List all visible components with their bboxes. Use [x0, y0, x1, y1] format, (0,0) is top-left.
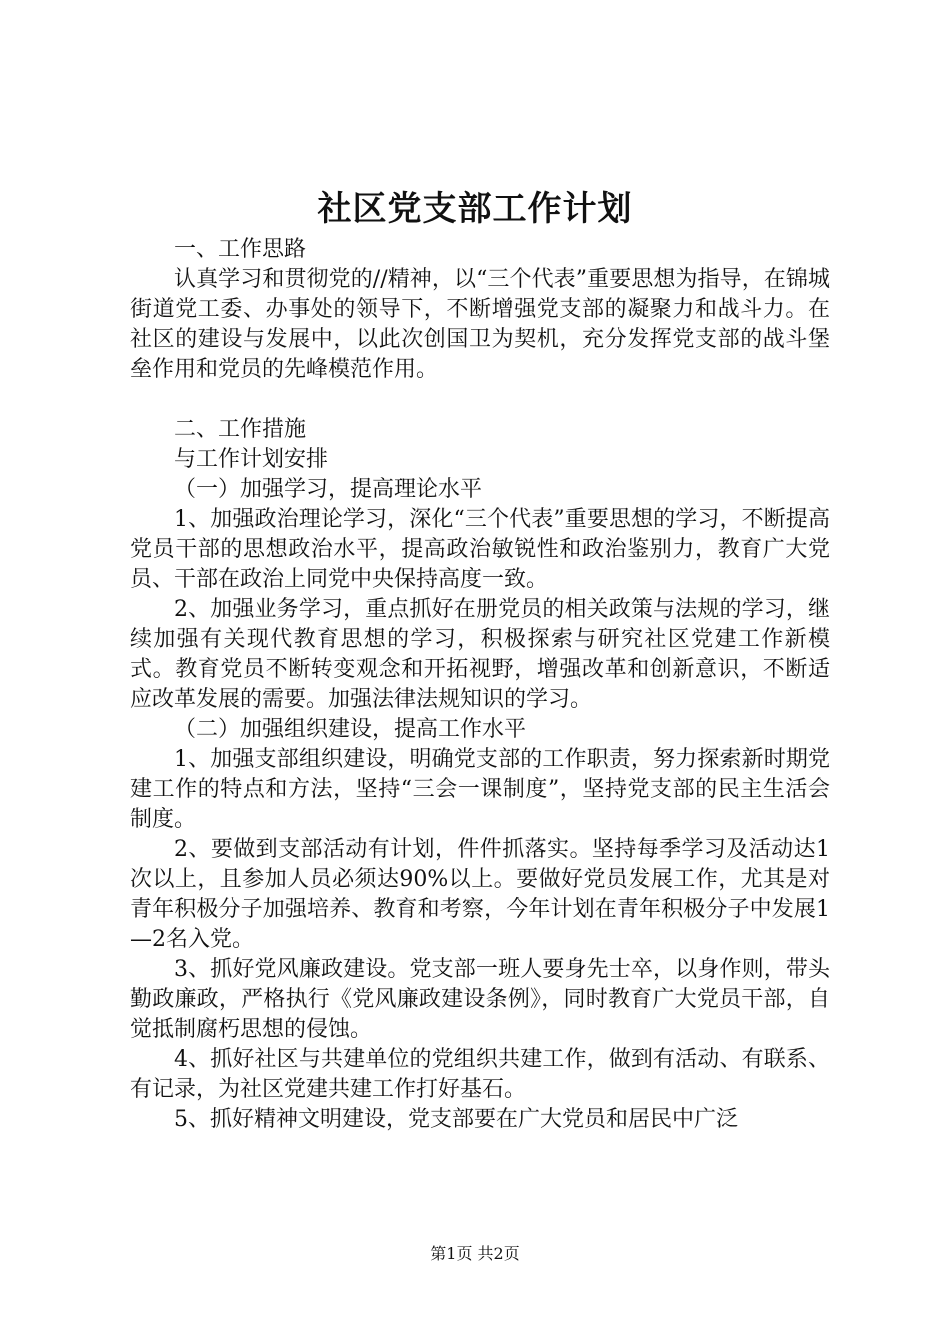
paragraph: 2、加强业务学习，重点抓好在册党员的相关政策与法规的学习，继续加强有关现代教育思想的学习，积极探索与研究社区党建工作新模式。教育党员不断转变观念和开拓视野，增强改革和创新意识，不断适应改革发展的需要。加强法律法规知识的学习。 [130, 597, 830, 712]
paragraph: 2、要做到支部活动有计划，件件抓落实。坚持每季学习及活动达1次以上，且参加人员必须达90%以上。要做好党员发展工作，尤其是对青年积极分子加强培养、教育和考察，今年计划在青年积极分子中发展1—2名入党。 [130, 837, 830, 952]
section-heading: 与工作计划安排 [174, 447, 329, 472]
document-body [130, 235, 830, 1135]
paragraph: 3、抓好党风廉政建设。党支部一班人要身先士卒，以身作则，带头勤政廉政，严格执行《党风廉政建设条例》，同时教育广大党员干部，自觉抵制腐朽思想的侵蚀。 [130, 957, 830, 1042]
paragraph: 1、加强支部组织建设，明确党支部的工作职责，努力探索新时期党建工作的特点和方法，坚持“三会一课制度”，坚持党支部的民主生活会制度。 [130, 747, 830, 832]
section-heading: 二、工作措施 [174, 417, 307, 442]
paragraph: 认真学习和贯彻党的//精神，以“三个代表”重要思想为指导，在锦城街道党工委、办事处的领导下，不断增强党支部的凝聚力和战斗力。在社区的建设与发展中，以此次创国卫为契机，充分发挥党支部的战斗堡垒作用和党员的先峰模范作用。 [130, 267, 830, 382]
paragraph: 5、抓好精神文明建设，党支部要在广大党员和居民中广泛 [174, 1107, 738, 1132]
paragraph: 4、抓好社区与共建单位的党组织共建工作，做到有活动、有联系、有记录，为社区党建共建工作打好基石。 [130, 1047, 830, 1102]
document-title: 社区党支部工作计划 [317, 189, 633, 229]
subsection-heading: （一）加强学习，提高理论水平 [174, 477, 483, 502]
paragraph: 1、加强政治理论学习，深化“三个代表”重要思想的学习，不断提高党员干部的思想政治水平，提高政治敏锐性和政治鉴别力，教育广大党员、干部在政治上同党中央保持高度一致。 [130, 507, 830, 592]
subsection-heading: （二）加强组织建设，提高工作水平 [174, 717, 527, 742]
page-footer: 第1页 共2页 [430, 1244, 520, 1263]
section-heading: 一、工作思路 [174, 237, 307, 262]
